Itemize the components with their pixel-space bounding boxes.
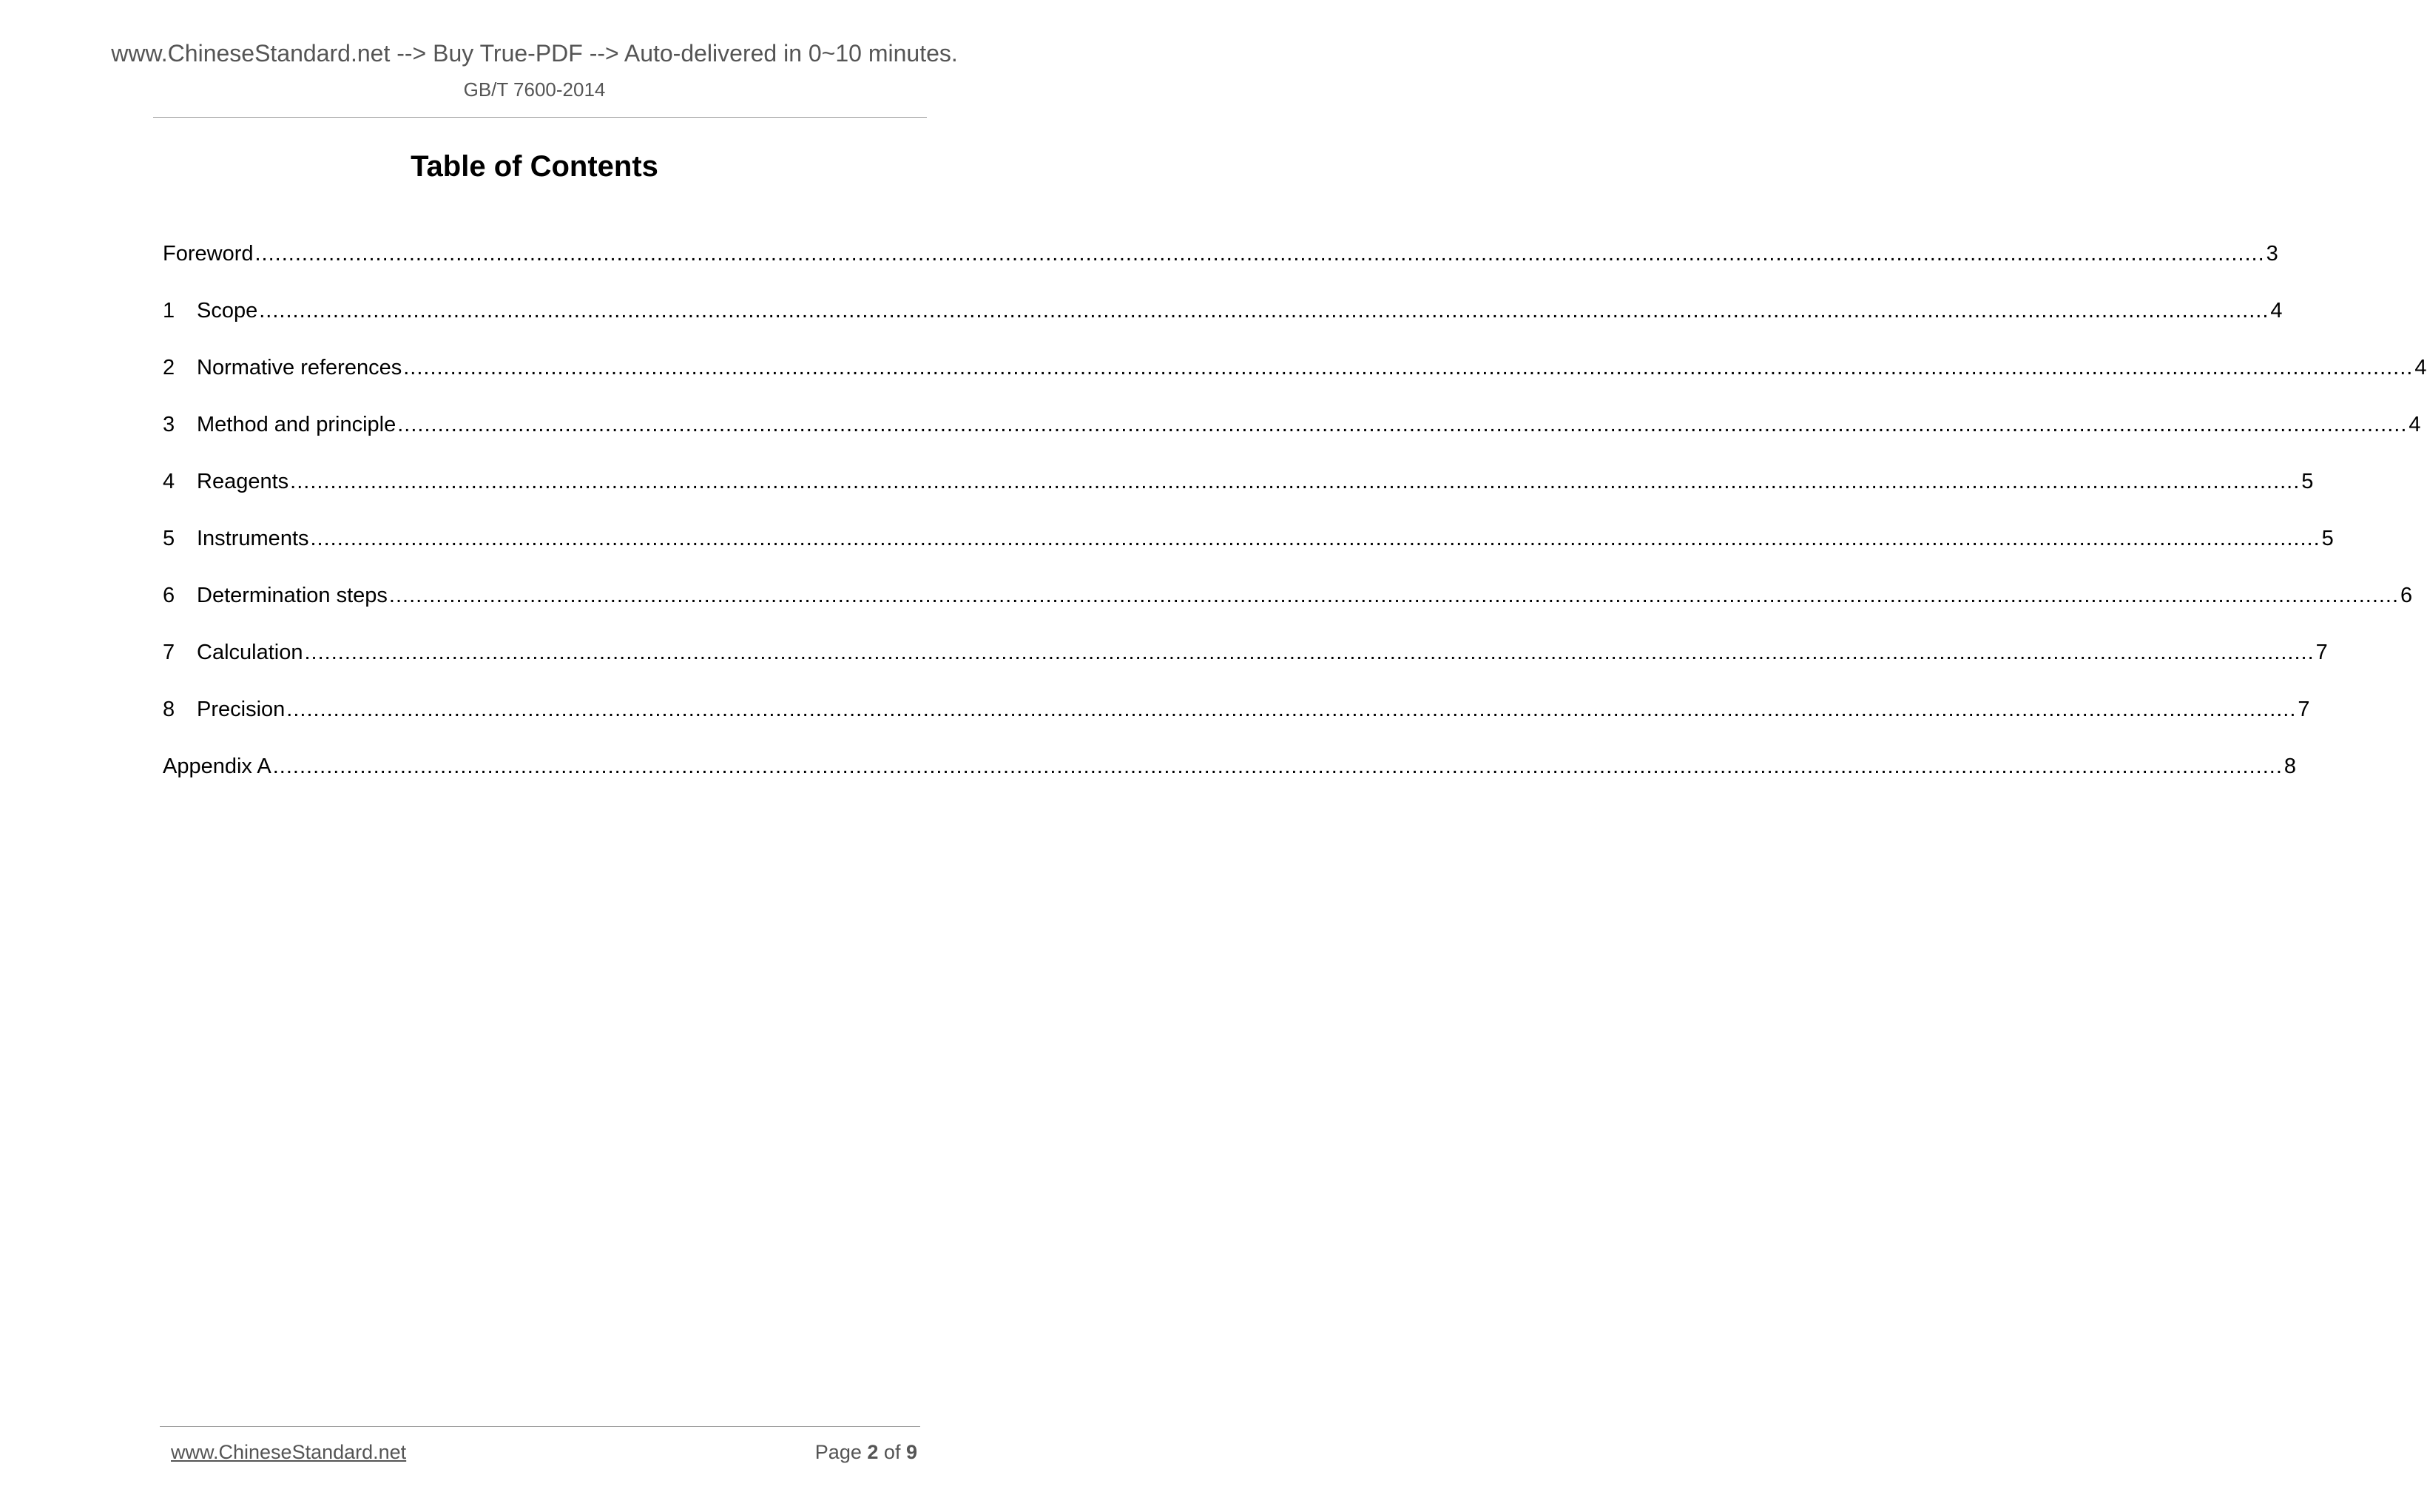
toc-entry-calculation[interactable] — [163, 638, 2328, 695]
toc-entry-label: Precision — [197, 698, 286, 721]
toc-entry-label: Calculation — [197, 641, 303, 664]
page-title: Table of Contents — [411, 150, 658, 183]
toc-entry-number: 4 — [163, 470, 175, 493]
toc-dot-leader: ............................................................................................................................................................................................................................................................................................................ — [310, 527, 2320, 550]
toc-entry-page: 4 — [2270, 299, 2283, 323]
toc-entry-number: 6 — [163, 584, 175, 607]
toc-dot-leader: ............................................................................................................................................................................................................................................................................................................ — [397, 413, 2408, 436]
toc-entry-appendix-a[interactable] — [163, 752, 2297, 809]
page-indicator-prefix: Page — [814, 1441, 862, 1463]
toc-entry-label: Foreword — [163, 242, 254, 266]
toc-entry-number: 7 — [163, 641, 175, 664]
toc-entry-reagents[interactable] — [163, 467, 2314, 524]
toc-entry-number: 3 — [163, 413, 175, 436]
page-total-number: 9 — [905, 1441, 917, 1463]
toc-entry-precision[interactable] — [163, 695, 2310, 752]
toc-entry-number: 1 — [163, 299, 175, 323]
toc-entry-label: Determination steps — [197, 584, 388, 607]
toc-entry-page: 5 — [2301, 470, 2314, 493]
toc-dot-leader: ............................................................................................................................................................................................................................................................................................................ — [254, 242, 2265, 266]
page-indicator — [815, 1442, 917, 1462]
toc-entry-normative-references[interactable] — [163, 353, 2427, 410]
toc-entry-page: 3 — [2266, 242, 2278, 266]
toc-entry-label: Instruments — [197, 527, 309, 550]
toc-entry-page: 4 — [2409, 413, 2421, 436]
toc-entry-page: 7 — [2298, 698, 2310, 721]
toc-entry-page: 7 — [2315, 641, 2328, 664]
toc-dot-leader: ............................................................................................................................................................................................................................................................................................................ — [286, 698, 2297, 721]
toc-dot-leader: ............................................................................................................................................................................................................................................................................................................ — [403, 356, 2414, 379]
toc-entry-label: Appendix A — [163, 755, 271, 778]
toc-entry-label: Method and principle — [197, 413, 396, 436]
toc-entry-number: 5 — [163, 527, 175, 550]
toc-dot-leader: ............................................................................................................................................................................................................................................................................................................ — [304, 641, 2315, 664]
footer-website-link[interactable]: www.ChineseStandard.net — [171, 1441, 407, 1463]
toc-entry-label: Scope — [197, 299, 258, 323]
toc-entry-determination-steps[interactable] — [163, 581, 2413, 638]
toc-entry-page: 5 — [2321, 527, 2334, 550]
page-current-number: 2 — [867, 1441, 879, 1463]
footer-divider — [160, 1426, 920, 1427]
header-banner: www.ChineseStandard.net --> Buy True-PDF --> Auto-delivered in 0~10 minutes. — [111, 40, 958, 67]
toc-entry-label: Normative references — [197, 356, 402, 379]
toc-dot-leader: ............................................................................................................................................................................................................................................................................................................ — [272, 755, 2283, 778]
toc-entry-label: Reagents — [197, 470, 289, 493]
toc-entry-method-and-principle[interactable] — [163, 410, 2421, 467]
toc-entry-page: 4 — [2414, 356, 2427, 379]
toc-dot-leader: ............................................................................................................................................................................................................................................................................................................ — [290, 470, 2301, 493]
standard-number: GB/T 7600-2014 — [463, 78, 606, 101]
toc-entry-instruments[interactable] — [163, 524, 2334, 581]
page-indicator-of: of — [883, 1441, 901, 1463]
toc-list — [163, 239, 2427, 809]
toc-dot-leader: ............................................................................................................................................................................................................................................................................................................ — [259, 299, 2269, 323]
toc-entry-number: 8 — [163, 698, 175, 721]
toc-entry-page: 8 — [2283, 755, 2297, 778]
toc-entry-page: 6 — [2400, 584, 2413, 607]
toc-dot-leader: ............................................................................................................................................................................................................................................................................................................ — [388, 584, 2400, 607]
toc-entry-number: 2 — [163, 356, 175, 379]
toc-entry-foreword[interactable] — [163, 239, 2278, 296]
header-divider — [153, 117, 927, 118]
toc-entry-scope[interactable] — [163, 296, 2283, 353]
